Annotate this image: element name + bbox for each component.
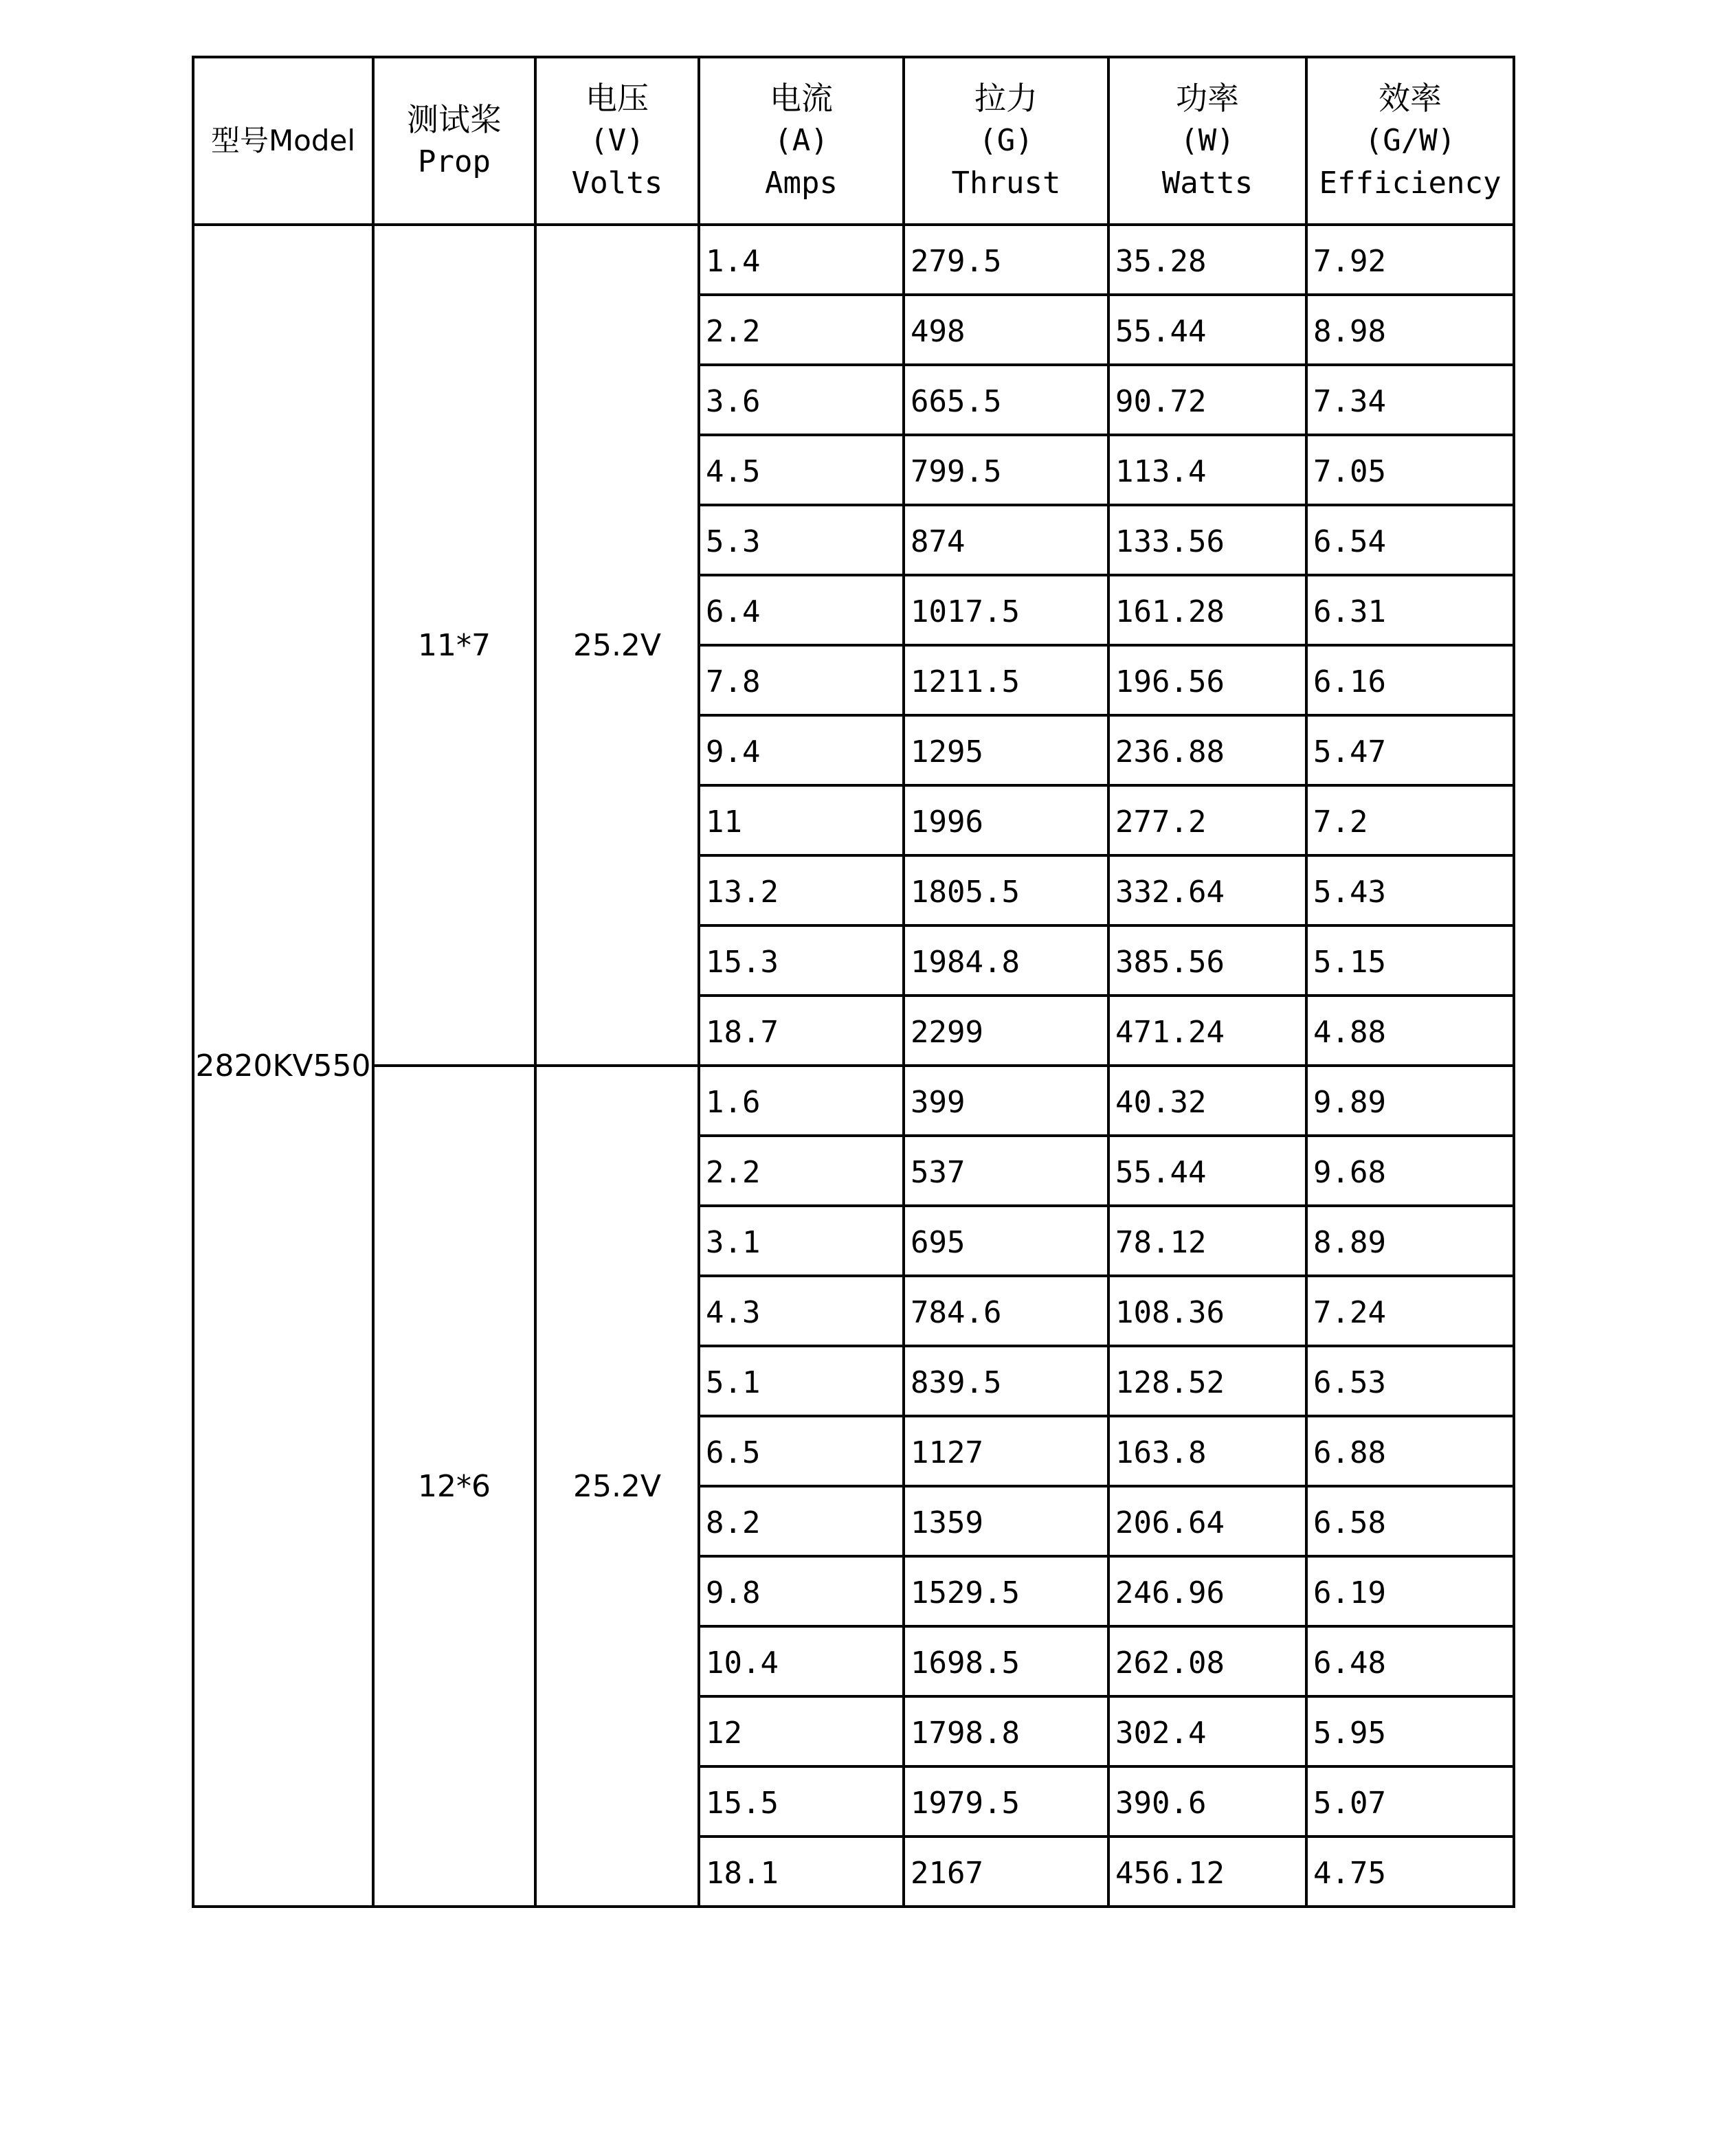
header-current-unit: (A) [774, 123, 829, 158]
watts-cell: 90.72 [1108, 365, 1306, 435]
thrust-cell: 1996 [904, 785, 1108, 855]
watts-cell: 456.12 [1108, 1837, 1306, 1907]
header-efficiency-zh: 效率 [1379, 80, 1442, 117]
header-current [699, 57, 904, 225]
efficiency-cell: 7.34 [1306, 365, 1514, 435]
thrust-cell: 2167 [904, 1837, 1108, 1907]
table-row [193, 225, 1514, 295]
header-power [1108, 57, 1306, 225]
watts-cell: 302.4 [1108, 1696, 1306, 1766]
amps-cell: 3.1 [699, 1206, 904, 1276]
amps-cell: 15.5 [699, 1766, 904, 1837]
thrust-cell: 399 [904, 1066, 1108, 1136]
amps-cell: 6.4 [699, 575, 904, 645]
thrust-cell: 695 [904, 1206, 1108, 1276]
efficiency-cell: 7.05 [1306, 435, 1514, 505]
header-thrust-unit: (G) [979, 123, 1034, 158]
thrust-cell: 1805.5 [904, 855, 1108, 925]
table-row [193, 1066, 1514, 1136]
efficiency-cell: 4.88 [1306, 996, 1514, 1066]
header-model [193, 57, 373, 225]
efficiency-cell: 9.68 [1306, 1136, 1514, 1206]
amps-cell: 5.3 [699, 505, 904, 575]
efficiency-cell: 7.92 [1306, 225, 1514, 295]
efficiency-cell: 8.98 [1306, 295, 1514, 365]
efficiency-cell: 4.75 [1306, 1837, 1514, 1907]
header-power-en: Watts [1161, 166, 1253, 201]
watts-cell: 246.96 [1108, 1556, 1306, 1626]
watts-cell: 108.36 [1108, 1276, 1306, 1346]
efficiency-cell: 6.88 [1306, 1416, 1514, 1486]
amps-cell: 12 [699, 1696, 904, 1766]
amps-cell: 9.4 [699, 715, 904, 785]
watts-cell: 133.56 [1108, 505, 1306, 575]
thrust-cell: 1211.5 [904, 645, 1108, 715]
table-body [193, 225, 1514, 1907]
amps-cell: 1.4 [699, 225, 904, 295]
voltage-cell: 25.2V [535, 1066, 699, 1907]
efficiency-cell: 5.47 [1306, 715, 1514, 785]
thrust-cell: 1127 [904, 1416, 1108, 1486]
thrust-cell: 1698.5 [904, 1626, 1108, 1696]
header-voltage-zh: 电压 [585, 80, 649, 117]
thrust-cell: 537 [904, 1136, 1108, 1206]
efficiency-cell: 6.31 [1306, 575, 1514, 645]
prop-cell: 12*6 [373, 1066, 535, 1907]
prop-cell: 11*7 [373, 225, 535, 1066]
header-prop-zh: 测试桨 [407, 101, 502, 138]
model-cell [193, 225, 373, 1907]
watts-cell: 78.12 [1108, 1206, 1306, 1276]
watts-cell: 236.88 [1108, 715, 1306, 785]
amps-cell: 4.3 [699, 1276, 904, 1346]
amps-cell: 2.2 [699, 295, 904, 365]
thrust-cell: 1017.5 [904, 575, 1108, 645]
efficiency-cell: 7.2 [1306, 785, 1514, 855]
header-row [193, 57, 1514, 225]
amps-cell: 7.8 [699, 645, 904, 715]
voltage-cell: 25.2V [535, 225, 699, 1066]
efficiency-cell: 6.53 [1306, 1346, 1514, 1416]
watts-cell: 40.32 [1108, 1066, 1306, 1136]
amps-cell: 4.5 [699, 435, 904, 505]
amps-cell: 15.3 [699, 925, 904, 996]
thrust-cell: 784.6 [904, 1276, 1108, 1346]
header-prop-en: Prop [418, 144, 491, 179]
header-thrust-en: Thrust [951, 166, 1061, 201]
amps-cell: 11 [699, 785, 904, 855]
watts-cell: 55.44 [1108, 295, 1306, 365]
efficiency-cell: 5.07 [1306, 1766, 1514, 1837]
thrust-cell: 799.5 [904, 435, 1108, 505]
amps-cell: 1.6 [699, 1066, 904, 1136]
watts-cell: 163.8 [1108, 1416, 1306, 1486]
motor-spec-table [192, 56, 1515, 1908]
watts-cell: 55.44 [1108, 1136, 1306, 1206]
amps-cell: 6.5 [699, 1416, 904, 1486]
header-voltage-unit: (V) [590, 123, 645, 158]
watts-cell: 471.24 [1108, 996, 1306, 1066]
header-current-en: Amps [765, 166, 838, 201]
watts-cell: 262.08 [1108, 1626, 1306, 1696]
thrust-cell: 1359 [904, 1486, 1108, 1556]
efficiency-cell: 6.54 [1306, 505, 1514, 575]
watts-cell: 196.56 [1108, 645, 1306, 715]
thrust-cell: 498 [904, 295, 1108, 365]
header-voltage-en: Volts [571, 166, 663, 201]
thrust-cell: 665.5 [904, 365, 1108, 435]
header-power-zh: 功率 [1176, 80, 1239, 117]
watts-cell: 113.4 [1108, 435, 1306, 505]
watts-cell: 277.2 [1108, 785, 1306, 855]
efficiency-cell: 8.89 [1306, 1206, 1514, 1276]
thrust-cell: 1529.5 [904, 1556, 1108, 1626]
efficiency-cell: 7.24 [1306, 1276, 1514, 1346]
watts-cell: 161.28 [1108, 575, 1306, 645]
header-efficiency-unit: (G/W) [1364, 123, 1456, 158]
amps-cell: 3.6 [699, 365, 904, 435]
efficiency-cell: 6.48 [1306, 1626, 1514, 1696]
header-current-zh: 电流 [770, 80, 833, 117]
thrust-cell: 279.5 [904, 225, 1108, 295]
header-prop [373, 57, 535, 225]
header-efficiency-en: Efficiency [1319, 166, 1502, 201]
watts-cell: 332.64 [1108, 855, 1306, 925]
amps-cell: 18.1 [699, 1837, 904, 1907]
efficiency-cell: 5.15 [1306, 925, 1514, 996]
amps-cell: 10.4 [699, 1626, 904, 1696]
amps-cell: 5.1 [699, 1346, 904, 1416]
watts-cell: 128.52 [1108, 1346, 1306, 1416]
watts-cell: 385.56 [1108, 925, 1306, 996]
amps-cell: 13.2 [699, 855, 904, 925]
amps-cell: 8.2 [699, 1486, 904, 1556]
header-power-unit: (W) [1180, 123, 1235, 158]
efficiency-cell: 6.16 [1306, 645, 1514, 715]
thrust-cell: 1295 [904, 715, 1108, 785]
header-voltage [535, 57, 699, 225]
amps-cell: 2.2 [699, 1136, 904, 1206]
efficiency-cell: 5.95 [1306, 1696, 1514, 1766]
watts-cell: 35.28 [1108, 225, 1306, 295]
thrust-cell: 1984.8 [904, 925, 1108, 996]
header-thrust [904, 57, 1108, 225]
header-efficiency [1306, 57, 1514, 225]
amps-cell: 18.7 [699, 996, 904, 1066]
watts-cell: 390.6 [1108, 1766, 1306, 1837]
header-thrust-zh: 拉力 [974, 80, 1038, 117]
efficiency-cell: 6.58 [1306, 1486, 1514, 1556]
thrust-cell: 1798.8 [904, 1696, 1108, 1766]
thrust-cell: 839.5 [904, 1346, 1108, 1416]
thrust-cell: 2299 [904, 996, 1108, 1066]
watts-cell: 206.64 [1108, 1486, 1306, 1556]
efficiency-cell: 5.43 [1306, 855, 1514, 925]
efficiency-cell: 9.89 [1306, 1066, 1514, 1136]
amps-cell: 9.8 [699, 1556, 904, 1626]
header-model-label: 型号Model [210, 124, 356, 157]
model-label: 2820KV550 [195, 1048, 371, 1083]
thrust-cell: 874 [904, 505, 1108, 575]
thrust-cell: 1979.5 [904, 1766, 1108, 1837]
efficiency-cell: 6.19 [1306, 1556, 1514, 1626]
